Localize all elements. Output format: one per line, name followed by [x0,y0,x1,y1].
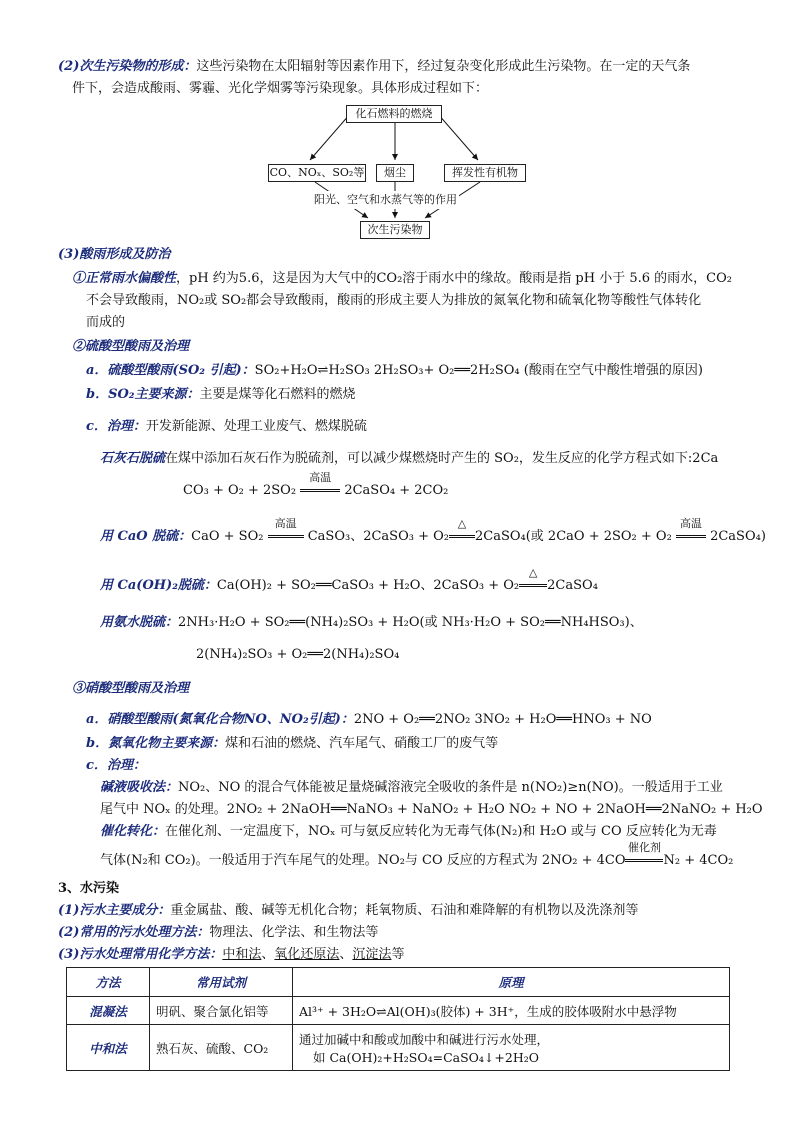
lime-line2 [183,471,449,500]
cao-line [100,517,766,546]
caoh-line [100,566,598,595]
cao-cond2: △ [449,528,475,546]
nh-text1: 2NH₃·H₂O + SO₂══(NH₄)₂SO₃ + H₂O(或 NH₃·H₂O + SO₂══NH₄HSO₃)、 [178,615,643,630]
water-l2 [58,924,378,942]
cat-text1: 在催化剂、一定温度下，NOₓ 可与氨反应转化为无毒气体(N₂)和 H₂O 或与 CO 反应转化为无毒 [165,824,717,839]
diagram-condition: 阳光、空气和水蒸气等的作用 [312,191,459,209]
s2-line2: 件下，会造成酸雨、雾霾、光化学烟雾等污染现象。具体形成过程如下： [72,81,489,96]
lime-head: 石灰石脱硫 [100,451,166,466]
cat-line2 [100,841,734,870]
s3-p1-line3: 而成的 [86,315,126,330]
cao-cond1: 高温 [268,528,304,546]
cat-head: 催化转化： [100,824,166,839]
water-l1 [58,902,638,920]
s3-b-text: 主要是煤等化石燃料的燃烧 [199,387,356,402]
lime-condition: 高温 [300,482,340,500]
nb-line [86,735,498,753]
diagram-top-box: 化石燃料的燃烧 [346,105,442,123]
s3-heading: (3)酸雨形成及防治 [58,247,171,262]
caoh-b: 2CaSO₄ [547,578,598,593]
s3-p2-heading: ②硫酸型酸雨及治理 [72,339,190,354]
diagram-mid-box: 烟尘 [376,164,414,182]
s3-c-line [86,418,367,436]
water-l2-head: (2)常用的污水处理方法： [58,925,210,940]
method-redox: 氧化还原法 [274,947,340,962]
s3-p1-text1: ，pH 约为5.6，这是因为大气中的CO₂溶于雨水中的缘故。酸雨是指 pH 小于 5.6 的雨水，CO₂ [176,271,732,286]
cell-reagent: 明矾、聚合氯化铝等 [150,997,293,1025]
cell-method: 混凝法 [67,997,150,1025]
th-method: 方法 [67,968,150,997]
principle-line1: 通过加碱中和酸或加酸中和碱进行污水处理， [299,1031,550,1047]
cao-cond3: 高温 [676,528,706,546]
water-l1-head: (1)污水主要成分： [58,903,171,918]
method-precip: 沉淀法 [352,947,392,962]
alk-text1: NO₂、NO 的混合气体能被足量烧碱溶液完全吸收的条件是 n(NO₂)≥n(NO)。一般适用于工业 [178,780,723,795]
cat-text2a: 气体(N₂和 CO₂)。一般适用于汽车尾气的处理。NO₂与 CO 反应的方程式为 2NO₂ + 4CO [100,853,626,868]
cat-condition: 催化剂 [625,852,663,870]
cell-principle: Al³⁺ + 3H₂O⇌Al(OH)₃(胶体) + 3H⁺，生成的胶体吸附水中悬浮物 [293,997,730,1025]
s3-c-text: 开发新能源、处理工业废气、燃煤脱硫 [145,419,367,434]
sep-1: 、 [261,947,275,962]
method-neutral: 中和法 [222,947,262,962]
cell-method: 中和法 [67,1025,150,1071]
l3-end: 等 [391,947,405,962]
na-head: a．硝酸型酸雨(氮氧化合物NO、NO₂引起)： [86,712,354,727]
lime-eq-a: CO₃ + O₂ + 2SO₂ [183,483,297,498]
water-l2-text: 物理法、化学法、和生物法等 [209,925,379,940]
water-l1-text: 重金属盐、酸、碱等无机化合物；耗氧物质、石油和难降解的有机物以及洗涤剂等 [170,903,639,918]
na-line [86,711,652,729]
caoh-cond: △ [519,577,547,595]
water-heading: 3、水污染 [58,881,120,896]
th-reagent: 常用试剂 [150,968,293,997]
s3-b-line [86,386,356,404]
caoh-a: Ca(OH)₂ + SO₂══CaSO₃ + H₂O、2CaSO₃ + O₂ [216,578,520,593]
cao-a: CaO + SO₂ [191,529,264,544]
cat-line1 [100,823,717,841]
diagram-right-box: 挥发性有机物 [444,164,526,182]
nb-head: b．氮氧化物主要来源： [86,736,226,751]
s3-a-eq: SO₂+H₂O⇌H₂SO₃ 2H₂SO₃+ O₂══2H₂SO₄ (酸雨在空气中酸性增强的原因) [254,363,703,378]
alk-line2: 尾气中 NOₓ 的处理。2NO₂ + 2NaOH══NaNO₃ + NaNO₂ + H₂O NO₂ + NO + 2NaOH══2NaNO₂ + H₂O [100,802,763,817]
s3-p1-line2: 不会导致酸雨，NO₂或 SO₂都会导致酸雨，酸雨的形成主要人为排放的氮氧化物和硫氧化物等酸性气体转化 [86,293,702,308]
table-row [67,1025,730,1071]
s3-a-head: a．硫酸型酸雨(SO₂ 引起)： [86,363,255,378]
s3-p1-line1 [72,270,732,288]
nc-head: c．治理： [86,758,146,773]
th-principle: 原理 [293,968,730,997]
treatment-table [66,967,730,1071]
lime-text1: 在煤中添加石灰石作为脱硫剂，可以减少煤燃烧时产生的 SO₂，发生反应的化学方程式如下:2Ca [165,451,719,466]
water-l3-head: (3)污水处理常用化学方法： [58,947,223,962]
alk-head: 碱液吸收法： [100,780,179,795]
diagram-left-box: CO、NOₓ、SO₂等 [268,164,366,182]
cao-d: 2CaSO₄) [710,529,766,544]
lime-line1 [100,450,718,468]
principle-line2: 如 Ca(OH)₂+H₂SO₄=CaSO₄↓+2H₂O [313,1049,539,1065]
table-header-row [67,968,730,997]
cao-head: 用 CaO 脱硫： [100,529,192,544]
s3-p1-head: ①正常雨水偏酸性 [72,271,177,286]
nh-head: 用氨水脱硫： [100,615,179,630]
cao-b: CaSO₃、2CaSO₃ + O₂ [307,529,449,544]
s3-p3-heading: ③硝酸型酸雨及治理 [72,681,190,696]
nh-line1 [100,614,643,632]
s3-b-head: b．SO₂主要来源： [86,387,200,402]
lime-eq-b: 2CaSO₄ + 2CO₂ [344,483,449,498]
alk-line1 [100,779,723,797]
s2-heading: (2)次生污染物的形成： [58,59,197,74]
cell-principle [293,1025,730,1071]
s2-text1: 这些污染物在太阳辐射等因素作用下，经过复杂变化形成此生污染物。在一定的天气条 [196,59,691,74]
sep-2: 、 [339,947,353,962]
s3-a-line [86,362,703,380]
cao-c: 2CaSO₄(或 2CaO + 2SO₂ + O₂ [474,529,672,544]
cell-reagent: 熟石灰、硫酸、CO₂ [150,1025,293,1071]
nb-text: 煤和石油的燃烧、汽车尾气、硝酸工厂的废气等 [225,736,499,751]
caoh-head: 用 Ca(OH)₂脱硫： [100,578,217,593]
na-eq: 2NO + O₂══2NO₂ 3NO₂ + H₂O══HNO₃ + NO [353,712,652,727]
nh-line2: 2(NH₄)₂SO₃ + O₂══2(NH₄)₂SO₄ [196,647,400,662]
s3-c-head: c．治理： [86,419,146,434]
diagram-bottom-box: 次生污染物 [360,221,430,239]
cat-text2b: N₂ + 4CO₂ [663,853,734,868]
water-l3 [58,946,404,964]
table-row [67,997,730,1025]
